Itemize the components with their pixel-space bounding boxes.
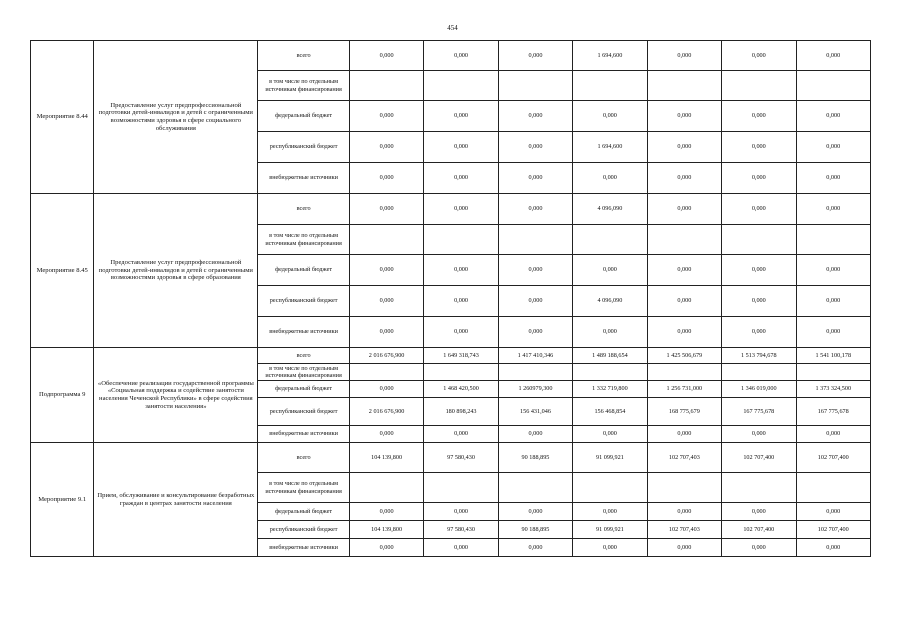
value-cell: 102 707,403 bbox=[647, 443, 721, 473]
value-cell: 0,000 bbox=[424, 255, 498, 286]
value-cell bbox=[796, 473, 871, 503]
value-cell: 0,000 bbox=[796, 539, 871, 557]
value-cell: 0,000 bbox=[722, 41, 796, 71]
value-cell: 0,000 bbox=[647, 194, 721, 225]
value-cell bbox=[573, 473, 647, 503]
funding-source-cell: республиканский бюджет bbox=[258, 132, 350, 163]
value-cell: 102 707,400 bbox=[796, 443, 871, 473]
value-cell bbox=[647, 225, 721, 255]
value-cell: 0,000 bbox=[349, 426, 423, 443]
value-cell bbox=[424, 364, 498, 381]
value-cell: 0,000 bbox=[722, 163, 796, 194]
funding-source-cell: в том числе по отдельным источникам финансирования bbox=[258, 225, 350, 255]
value-cell bbox=[424, 71, 498, 101]
value-cell: 0,000 bbox=[573, 539, 647, 557]
value-cell: 1 468 420,500 bbox=[424, 381, 498, 398]
funding-source-cell: внебюджетные источники bbox=[258, 539, 350, 557]
funding-source-cell: в том числе по отдельным источникам финансирования bbox=[258, 364, 350, 381]
value-cell: 0,000 bbox=[573, 503, 647, 521]
value-cell: 0,000 bbox=[796, 286, 871, 317]
value-cell: 0,000 bbox=[573, 163, 647, 194]
value-cell bbox=[498, 71, 572, 101]
value-cell bbox=[349, 364, 423, 381]
value-cell bbox=[424, 473, 498, 503]
value-cell bbox=[647, 71, 721, 101]
value-cell: 1 694,600 bbox=[573, 132, 647, 163]
block-name-cell: Подпрограмма 9 bbox=[31, 348, 94, 443]
value-cell: 104 139,800 bbox=[349, 443, 423, 473]
value-cell: 0,000 bbox=[424, 163, 498, 194]
page-number: 454 bbox=[447, 24, 458, 32]
value-cell bbox=[498, 364, 572, 381]
value-cell: 1 425 506,679 bbox=[647, 348, 721, 364]
value-cell: 0,000 bbox=[498, 194, 572, 225]
value-cell: 167 775,678 bbox=[796, 398, 871, 426]
block-name-cell: Мероприятие 9.1 bbox=[31, 443, 94, 557]
value-cell bbox=[796, 364, 871, 381]
budget-table bbox=[30, 40, 871, 557]
value-cell: 0,000 bbox=[647, 539, 721, 557]
value-cell: 0,000 bbox=[424, 41, 498, 71]
table-body bbox=[31, 41, 871, 557]
value-cell bbox=[349, 71, 423, 101]
value-cell: 0,000 bbox=[722, 426, 796, 443]
value-cell: 0,000 bbox=[349, 286, 423, 317]
value-cell: 0,000 bbox=[498, 317, 572, 348]
value-cell: 0,000 bbox=[647, 132, 721, 163]
value-cell: 0,000 bbox=[349, 132, 423, 163]
value-cell: 0,000 bbox=[424, 286, 498, 317]
value-cell: 0,000 bbox=[796, 132, 871, 163]
value-cell: 0,000 bbox=[424, 194, 498, 225]
value-cell: 0,000 bbox=[424, 317, 498, 348]
funding-source-cell: федеральный бюджет bbox=[258, 255, 350, 286]
value-cell: 0,000 bbox=[349, 194, 423, 225]
funding-source-cell: внебюджетные источники bbox=[258, 426, 350, 443]
value-cell: 1 373 324,500 bbox=[796, 381, 871, 398]
block-name-cell: Мероприятие 8.45 bbox=[31, 194, 94, 348]
value-cell: 180 898,243 bbox=[424, 398, 498, 426]
block-name-cell: Мероприятие 8.44 bbox=[31, 41, 94, 194]
value-cell: 0,000 bbox=[722, 255, 796, 286]
value-cell bbox=[573, 225, 647, 255]
value-cell: 90 188,895 bbox=[498, 521, 572, 539]
value-cell: 97 580,430 bbox=[424, 443, 498, 473]
value-cell: 0,000 bbox=[498, 426, 572, 443]
table-row bbox=[31, 443, 871, 473]
value-cell: 0,000 bbox=[349, 41, 423, 71]
value-cell: 1 332 719,800 bbox=[573, 381, 647, 398]
value-cell bbox=[498, 225, 572, 255]
value-cell: 0,000 bbox=[349, 539, 423, 557]
value-cell: 0,000 bbox=[722, 503, 796, 521]
funding-source-cell: республиканский бюджет bbox=[258, 286, 350, 317]
value-cell bbox=[349, 225, 423, 255]
funding-source-cell: республиканский бюджет bbox=[258, 398, 350, 426]
value-cell: 1 513 794,678 bbox=[722, 348, 796, 364]
funding-source-cell: в том числе по отдельным источникам финансирования bbox=[258, 71, 350, 101]
value-cell: 0,000 bbox=[722, 286, 796, 317]
value-cell: 0,000 bbox=[349, 163, 423, 194]
value-cell: 0,000 bbox=[722, 101, 796, 132]
value-cell: 0,000 bbox=[647, 255, 721, 286]
value-cell: 0,000 bbox=[722, 194, 796, 225]
value-cell: 0,000 bbox=[349, 101, 423, 132]
value-cell: 102 707,400 bbox=[722, 521, 796, 539]
value-cell: 0,000 bbox=[796, 101, 871, 132]
value-cell: 0,000 bbox=[647, 503, 721, 521]
value-cell: 0,000 bbox=[796, 194, 871, 225]
value-cell: 1 649 318,743 bbox=[424, 348, 498, 364]
value-cell: 0,000 bbox=[796, 503, 871, 521]
value-cell: 0,000 bbox=[424, 539, 498, 557]
value-cell bbox=[573, 364, 647, 381]
value-cell: 91 099,921 bbox=[573, 443, 647, 473]
funding-source-cell: федеральный бюджет bbox=[258, 503, 350, 521]
value-cell: 0,000 bbox=[498, 255, 572, 286]
value-cell bbox=[722, 225, 796, 255]
value-cell: 0,000 bbox=[349, 317, 423, 348]
value-cell: 156 431,046 bbox=[498, 398, 572, 426]
value-cell bbox=[498, 473, 572, 503]
value-cell: 1 346 019,000 bbox=[722, 381, 796, 398]
value-cell: 0,000 bbox=[573, 426, 647, 443]
value-cell bbox=[722, 71, 796, 101]
value-cell: 102 707,403 bbox=[647, 521, 721, 539]
value-cell bbox=[424, 225, 498, 255]
value-cell: 0,000 bbox=[573, 255, 647, 286]
value-cell bbox=[573, 71, 647, 101]
value-cell: 0,000 bbox=[349, 381, 423, 398]
value-cell bbox=[722, 364, 796, 381]
value-cell: 0,000 bbox=[349, 503, 423, 521]
value-cell: 0,000 bbox=[498, 163, 572, 194]
value-cell: 91 099,921 bbox=[573, 521, 647, 539]
funding-source-cell: республиканский бюджет bbox=[258, 521, 350, 539]
value-cell: 0,000 bbox=[498, 132, 572, 163]
value-cell: 2 016 676,900 bbox=[349, 348, 423, 364]
value-cell: 1 417 410,346 bbox=[498, 348, 572, 364]
value-cell: 168 775,679 bbox=[647, 398, 721, 426]
block-description-cell: Предоставление услуг предпрофессиональной подготовки детей-инвалидов и детей с ограниченными возможностями здоровья в сфере образования bbox=[94, 194, 258, 348]
value-cell: 0,000 bbox=[498, 503, 572, 521]
table-row bbox=[31, 194, 871, 225]
table-row bbox=[31, 348, 871, 364]
value-cell: 1 256 731,000 bbox=[647, 381, 721, 398]
value-cell: 0,000 bbox=[647, 41, 721, 71]
value-cell: 0,000 bbox=[796, 426, 871, 443]
funding-source-cell: всего bbox=[258, 348, 350, 364]
value-cell: 0,000 bbox=[796, 163, 871, 194]
value-cell: 1 541 100,178 bbox=[796, 348, 871, 364]
funding-source-cell: внебюджетные источники bbox=[258, 317, 350, 348]
value-cell: 4 096,090 bbox=[573, 286, 647, 317]
funding-source-cell: федеральный бюджет bbox=[258, 381, 350, 398]
value-cell: 2 016 676,900 bbox=[349, 398, 423, 426]
value-cell bbox=[349, 473, 423, 503]
value-cell: 0,000 bbox=[498, 539, 572, 557]
value-cell: 0,000 bbox=[498, 286, 572, 317]
value-cell bbox=[796, 225, 871, 255]
value-cell: 102 707,400 bbox=[796, 521, 871, 539]
value-cell: 104 139,800 bbox=[349, 521, 423, 539]
value-cell: 1 489 188,654 bbox=[573, 348, 647, 364]
value-cell bbox=[647, 473, 721, 503]
value-cell bbox=[647, 364, 721, 381]
block-description-cell: Предоставление услуг предпрофессиональной подготовки детей-инвалидов и детей с ограниченными возможностями здоровья в сфере социального обслуживания bbox=[94, 41, 258, 194]
value-cell: 0,000 bbox=[573, 101, 647, 132]
value-cell: 0,000 bbox=[647, 317, 721, 348]
funding-source-cell: всего bbox=[258, 41, 350, 71]
value-cell: 167 775,678 bbox=[722, 398, 796, 426]
block-description-cell: «Обеспечение реализации государственной программы «Социальная поддержка и содействие занятости населения Чеченской Республики» в сфере содействия занятости населения» bbox=[94, 348, 258, 443]
value-cell: 0,000 bbox=[424, 101, 498, 132]
value-cell: 0,000 bbox=[647, 163, 721, 194]
value-cell: 0,000 bbox=[647, 426, 721, 443]
value-cell: 0,000 bbox=[796, 255, 871, 286]
value-cell: 1 260979,300 bbox=[498, 381, 572, 398]
value-cell: 0,000 bbox=[722, 317, 796, 348]
value-cell bbox=[796, 71, 871, 101]
funding-source-cell: всего bbox=[258, 194, 350, 225]
value-cell: 0,000 bbox=[722, 132, 796, 163]
value-cell: 90 188,895 bbox=[498, 443, 572, 473]
funding-source-cell: федеральный бюджет bbox=[258, 101, 350, 132]
value-cell: 102 707,400 bbox=[722, 443, 796, 473]
value-cell: 97 580,430 bbox=[424, 521, 498, 539]
value-cell: 0,000 bbox=[498, 41, 572, 71]
value-cell: 1 694,600 bbox=[573, 41, 647, 71]
value-cell: 0,000 bbox=[647, 101, 721, 132]
value-cell: 0,000 bbox=[573, 317, 647, 348]
value-cell: 0,000 bbox=[796, 317, 871, 348]
table-row bbox=[31, 41, 871, 71]
value-cell: 0,000 bbox=[722, 539, 796, 557]
funding-source-cell: всего bbox=[258, 443, 350, 473]
value-cell: 0,000 bbox=[424, 132, 498, 163]
value-cell: 0,000 bbox=[796, 41, 871, 71]
block-description-cell: Прием, обслуживание и консультирование безработных граждан в центрах занятости населения bbox=[94, 443, 258, 557]
funding-source-cell: внебюджетные источники bbox=[258, 163, 350, 194]
value-cell: 0,000 bbox=[424, 503, 498, 521]
value-cell: 4 096,090 bbox=[573, 194, 647, 225]
funding-source-cell: в том числе по отдельным источникам финансирования bbox=[258, 473, 350, 503]
value-cell bbox=[722, 473, 796, 503]
value-cell: 0,000 bbox=[647, 286, 721, 317]
value-cell: 0,000 bbox=[349, 255, 423, 286]
value-cell: 156 468,854 bbox=[573, 398, 647, 426]
value-cell: 0,000 bbox=[424, 426, 498, 443]
value-cell: 0,000 bbox=[498, 101, 572, 132]
